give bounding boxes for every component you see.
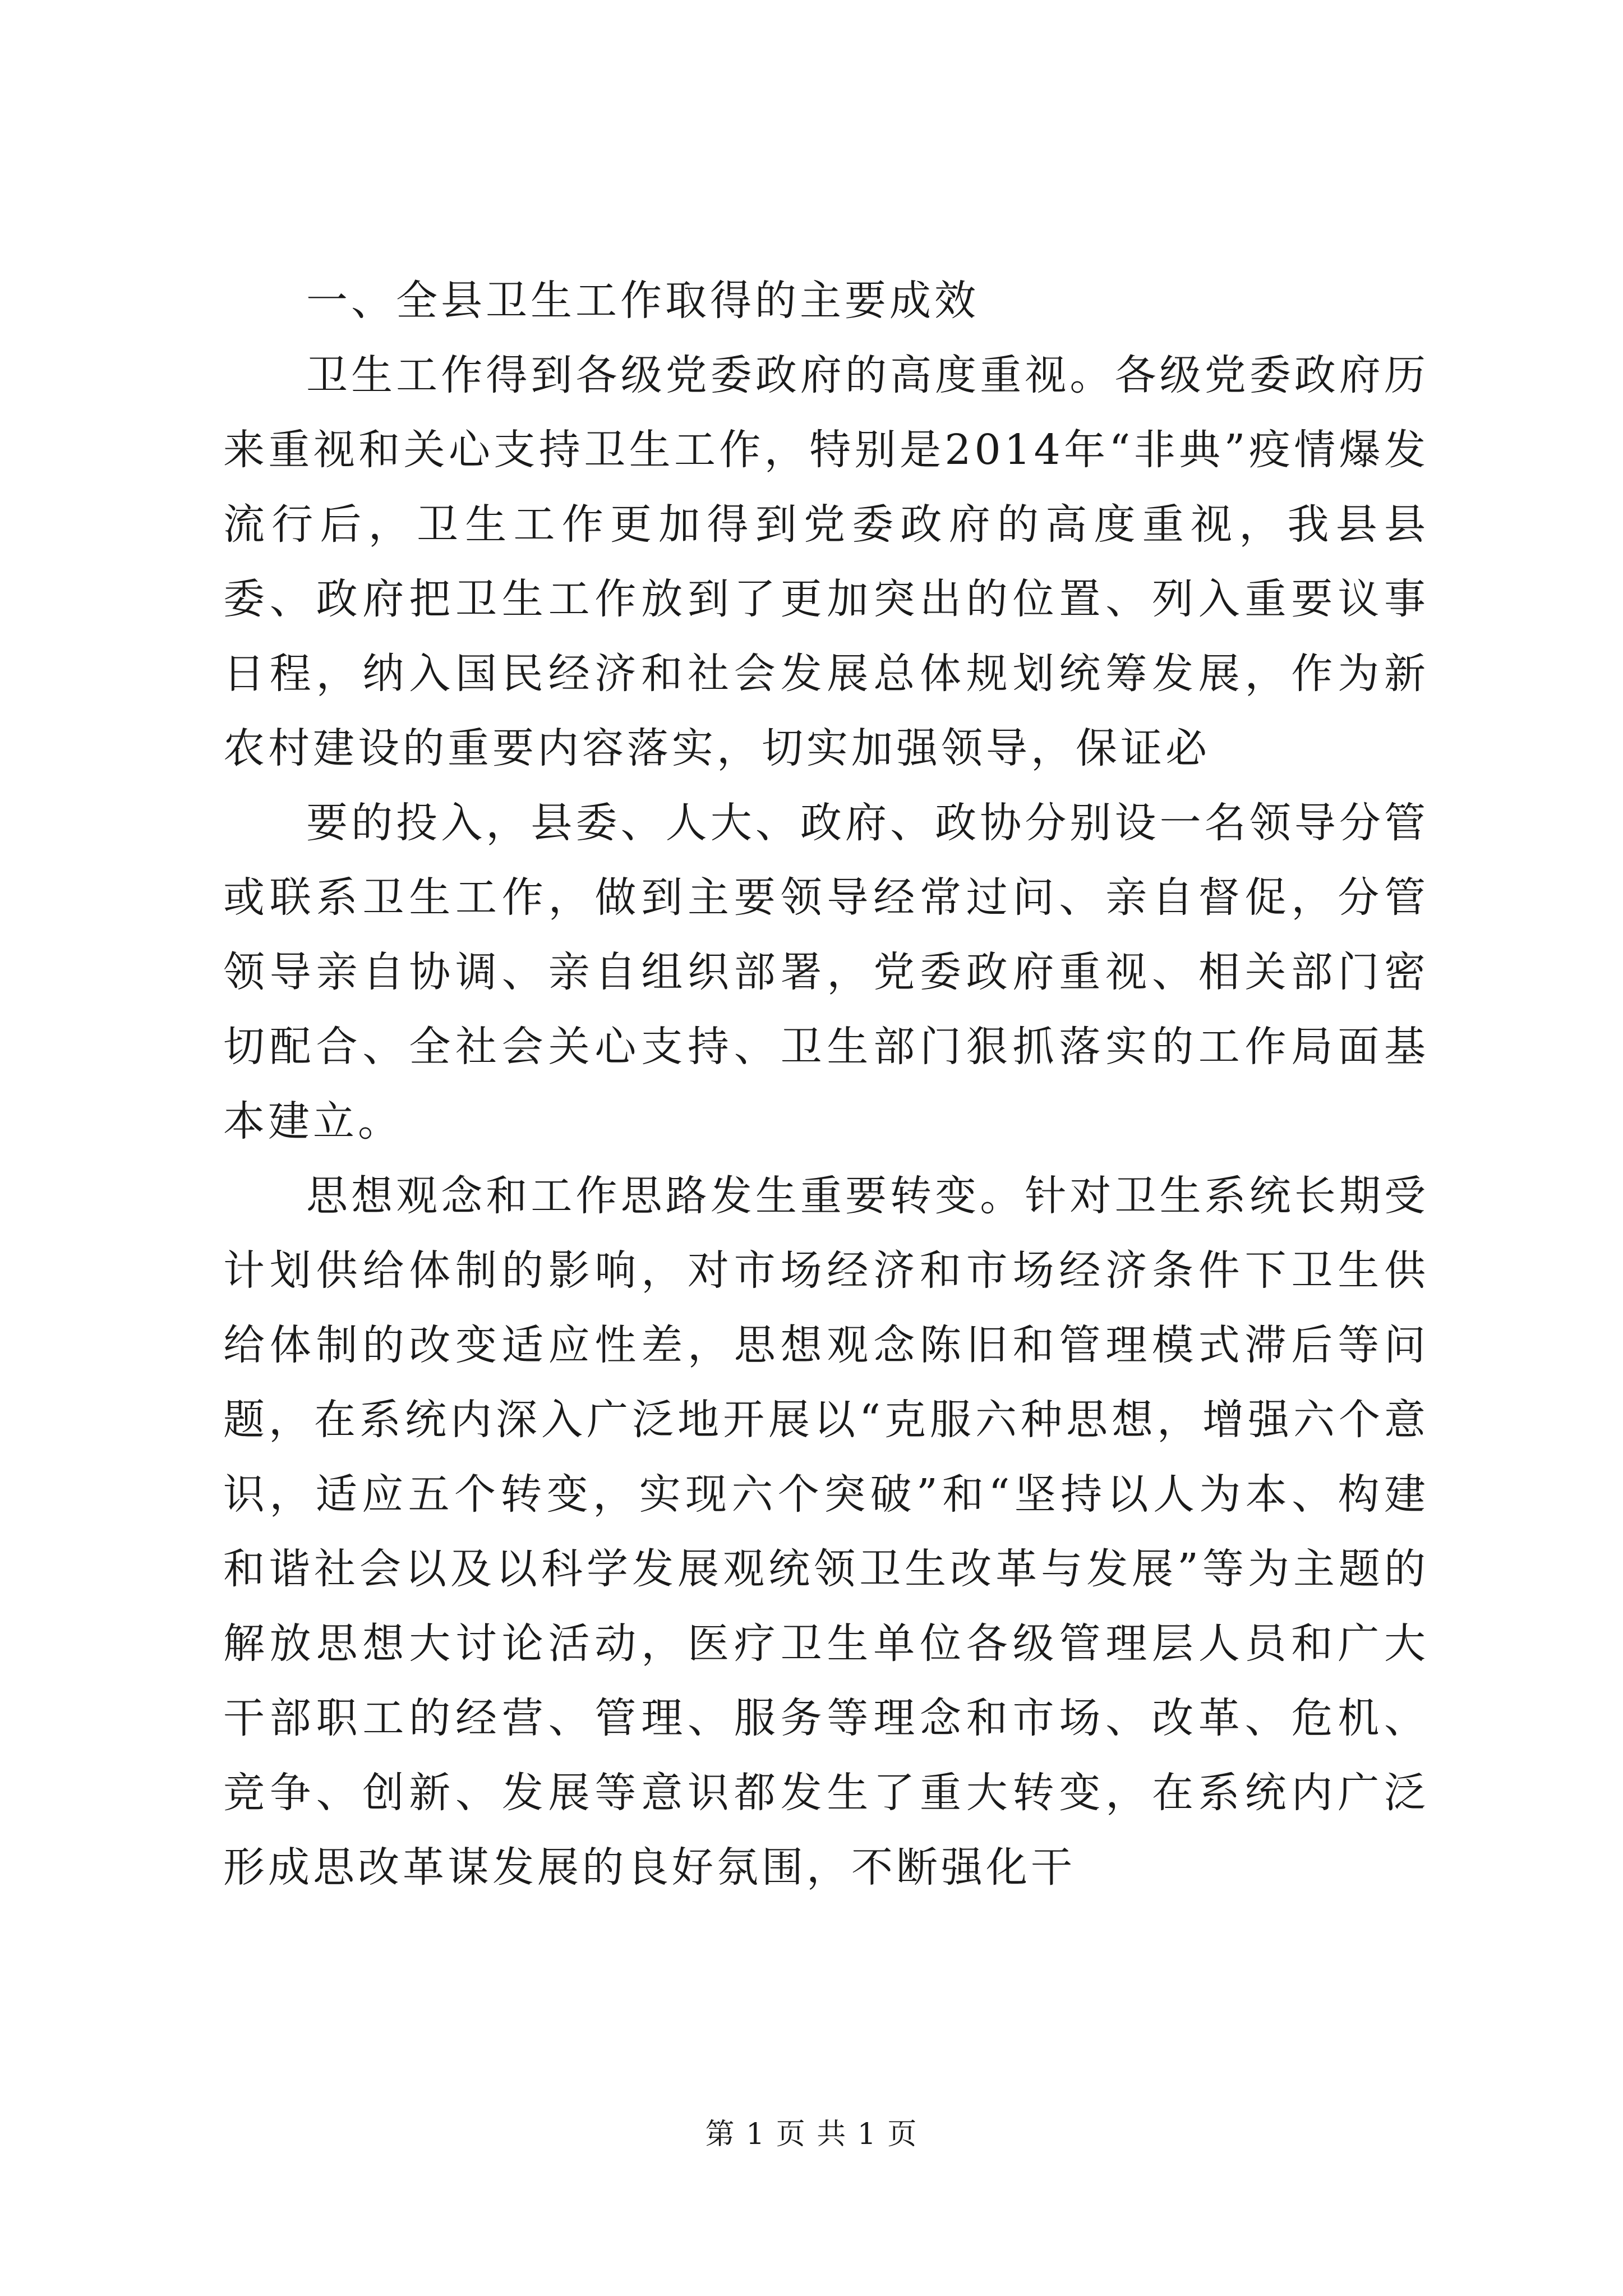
document-body <box>223 264 1429 1905</box>
paragraph-3: 思想观念和工作思路发生重要转变。针对卫生系统长期受计划供给体制的影响，对市场经济和市场经济条件下卫生供给体制的改变适应性差，思想观念陈旧和管理模式滞后等问题，在系统内深入广泛地开展以“克服六种思想，增强六个意识，适应五个转变，实现六个突破”和“坚持以人为本、构建和谐社会以及以科学发展观统领卫生改革与发展”等为主题的解放思想大讨论活动，医疗卫生单位各级管理层人员和广大干部职工的经营、管理、服务等理念和市场、改革、危机、竞争、创新、发展等意识都发生了重大转变，在系统内广泛形成思改革谋发展的良好氛围，不断强化干 <box>223 1172 1429 1892</box>
paragraph-2: 要的投入，县委、人大、政府、政协分别设一名领导分管或联系卫生工作，做到主要领导经常过问、亲自督促，分管领导亲自协调、亲自组织部署，党委政府重视、相关部门密切配合、全社会关心支持、卫生部门狠抓落实的工作局面基本建立。 <box>223 799 1429 1145</box>
paragraph-1: 卫生工作得到各级党委政府的高度重视。各级党委政府历来重视和关心支持卫生工作，特别是2014年“非典”疫情爆发流行后，卫生工作更加得到党委政府的高度重视，我县县委、政府把卫生工作放到了更加突出的位置、列入重要议事日程，纳入国民经济和社会发展总体规划统筹发展，作为新农村建设的重要内容落实，切实加强领导，保证必 <box>223 351 1429 772</box>
section-heading: 一、全县卫生工作取得的主要成效 <box>306 277 979 325</box>
page-number-footer: 第 1 页 共 1 页 <box>705 2118 918 2151</box>
